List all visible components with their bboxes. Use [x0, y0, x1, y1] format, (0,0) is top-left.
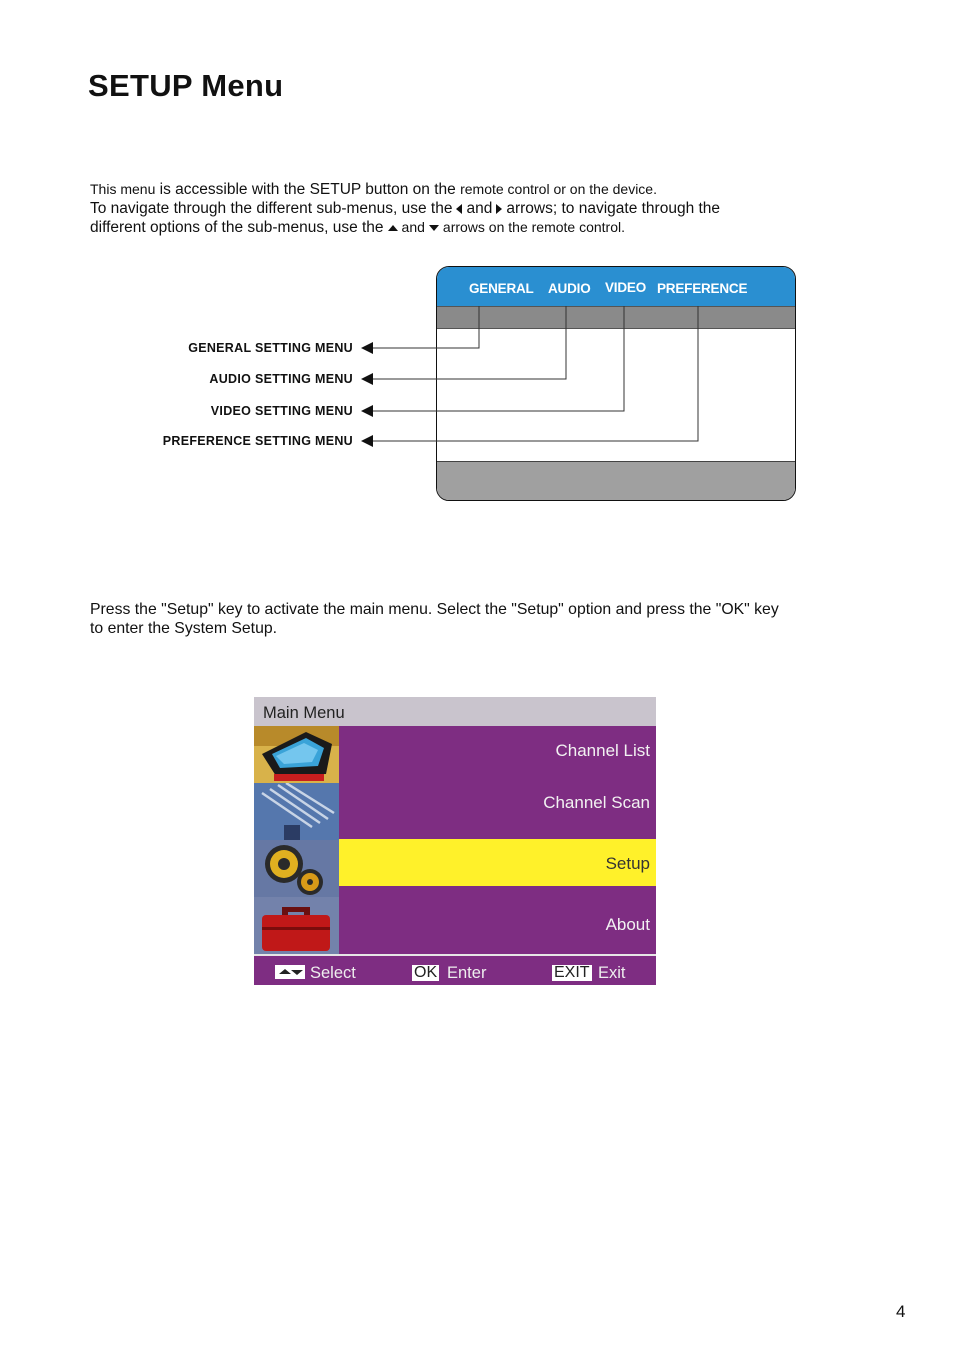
exit-key: EXIT: [554, 964, 590, 981]
instruction-line-2: to enter the System Setup.: [90, 620, 278, 637]
arrowhead-icon: [361, 342, 373, 354]
tab-video[interactable]: VIDEO: [605, 280, 647, 295]
up-down-key-icon: [275, 965, 305, 979]
menu-item-channel-list[interactable]: Channel List: [555, 741, 650, 760]
intro-text: and: [466, 200, 493, 217]
label-video-setting-menu: VIDEO SETTING MENU: [210, 404, 353, 418]
footer-enter-label: Enter: [447, 964, 487, 982]
arrowhead-icon: [361, 435, 373, 447]
arrowhead-icon: [361, 405, 373, 417]
page-number: 4: [896, 1302, 906, 1321]
toolbox-icon[interactable]: [254, 897, 339, 954]
page-title: SETUP Menu: [88, 68, 284, 103]
gears-icon[interactable]: [254, 840, 339, 897]
intro-text: To navigate through the different sub-menus, use the: [90, 200, 453, 217]
tab-audio[interactable]: AUDIO: [548, 281, 591, 296]
label-preference-setting-menu: PREFERENCE SETTING MENU: [162, 434, 353, 448]
intro-text: This menu: [90, 181, 156, 197]
main-menu-header: [254, 697, 656, 726]
main-menu-icon-column: [254, 726, 339, 954]
intro-text: different options of the sub-menus, use the: [90, 219, 384, 236]
connector-preference: [372, 306, 698, 441]
menu-item-setup[interactable]: Setup: [605, 854, 650, 873]
label-audio-setting-menu: AUDIO SETTING MENU: [209, 372, 353, 386]
connector-video: [372, 306, 624, 411]
intro-text: is accessible with the SETUP button on the: [159, 181, 456, 198]
label-general-setting-menu: GENERAL SETTING MENU: [188, 341, 353, 355]
main-menu-title: Main Menu: [263, 704, 345, 722]
arrowhead-icon: [361, 373, 373, 385]
footer-select-label: Select: [310, 964, 356, 982]
menu-item-channel-scan[interactable]: Channel Scan: [543, 793, 650, 812]
connector-general: [372, 306, 479, 348]
main-menu-footer: [254, 954, 656, 985]
instruction-line-1: Press the "Setup" key to activate the main menu. Select the "Setup" option and press the "OK" key: [90, 601, 779, 618]
ok-key: OK: [414, 964, 438, 981]
antenna-icon[interactable]: [254, 783, 339, 840]
tab-preference[interactable]: PREFERENCE: [657, 281, 748, 296]
main-menu-screen: [254, 697, 656, 985]
menu-item-about[interactable]: About: [605, 915, 650, 934]
tab-general[interactable]: GENERAL: [469, 281, 534, 296]
intro-text: arrows on the remote control.: [442, 219, 625, 235]
footer-exit-label: Exit: [598, 964, 626, 982]
intro-text: and: [401, 219, 425, 235]
tv-icon[interactable]: [254, 726, 339, 783]
intro-text: remote control or on the device.: [460, 181, 657, 197]
intro-text: arrows; to navigate through the: [506, 200, 721, 217]
connector-audio: [372, 306, 566, 379]
